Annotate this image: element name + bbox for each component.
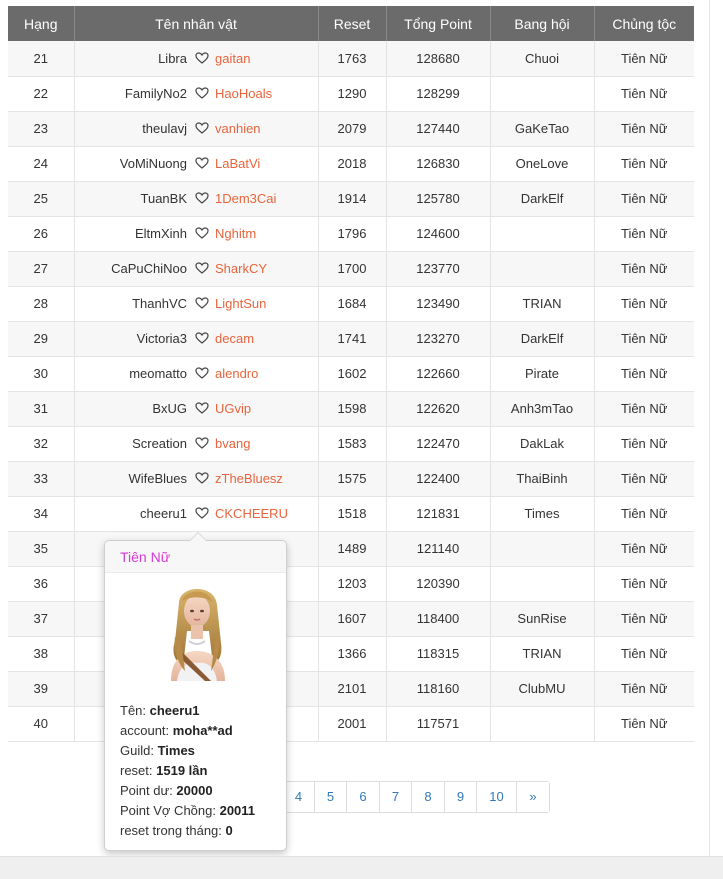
tooltip-couple-value: 20011: [219, 803, 256, 818]
point-cell: 126830: [386, 146, 490, 181]
character-name[interactable]: cheeru1: [140, 506, 187, 521]
guild-cell: ClubMU: [490, 671, 594, 706]
tooltip-name-label: Tên:: [120, 703, 150, 718]
guild-cell: ThaiBinh: [490, 461, 594, 496]
page-link-4[interactable]: 4: [283, 782, 315, 812]
character-tooltip: [104, 540, 287, 851]
name-cell: [74, 111, 318, 146]
tooltip-guild-label: Guild:: [120, 743, 158, 758]
name-cell: [74, 496, 318, 531]
race-cell: Tiên Nữ: [594, 601, 694, 636]
table-row[interactable]: [8, 111, 694, 146]
name-cell: [74, 286, 318, 321]
tooltip-name-line: [120, 701, 255, 721]
heart-icon: [195, 507, 209, 519]
header-guild[interactable]: Bang hội: [490, 6, 594, 41]
partner-name[interactable]: Nghitm: [215, 226, 257, 241]
character-name[interactable]: WifeBlues: [128, 471, 187, 486]
race-cell: Tiên Nữ: [594, 391, 694, 426]
reset-cell: 1700: [318, 251, 386, 286]
race-cell: Tiên Nữ: [594, 286, 694, 321]
rank-cell: 28: [8, 286, 74, 321]
tooltip-account-value: moha**ad: [172, 723, 233, 738]
reset-cell: 2101: [318, 671, 386, 706]
point-cell: 118400: [386, 601, 490, 636]
rank-cell: 21: [8, 41, 74, 76]
header-rank[interactable]: Hạng: [8, 6, 74, 41]
tooltip-reset-line: [120, 761, 255, 781]
point-cell: 122620: [386, 391, 490, 426]
guild-cell: DakLak: [490, 426, 594, 461]
partner-name[interactable]: HaoHoals: [215, 86, 273, 101]
race-cell: Tiên Nữ: [594, 566, 694, 601]
point-cell: 118160: [386, 671, 490, 706]
table-row[interactable]: [8, 251, 694, 286]
guild-cell: Pirate: [490, 356, 594, 391]
partner-name[interactable]: CKCHEERU: [215, 506, 288, 521]
heart-icon: [195, 332, 209, 344]
rank-cell: 29: [8, 321, 74, 356]
tooltip-point-left-line: [120, 781, 255, 801]
tooltip-arrow: [189, 532, 207, 541]
character-name[interactable]: ThanhVC: [132, 296, 187, 311]
guild-cell: [490, 216, 594, 251]
character-name[interactable]: VoMiNuong: [119, 156, 187, 171]
rank-cell: 40: [8, 706, 74, 741]
rank-cell: 38: [8, 636, 74, 671]
name-cell: [74, 76, 318, 111]
rank-cell: 24: [8, 146, 74, 181]
tooltip-reset-value: 1519 lần: [156, 763, 208, 778]
page-link-5[interactable]: 5: [315, 782, 347, 812]
guild-cell: DarkElf: [490, 181, 594, 216]
tooltip-month-value: 0: [225, 823, 233, 838]
page-link-7[interactable]: 7: [380, 782, 412, 812]
reset-cell: 1583: [318, 426, 386, 461]
scrollbar[interactable]: [709, 0, 723, 856]
partner-name[interactable]: UGvip: [215, 401, 252, 416]
page-link-9[interactable]: 9: [445, 782, 477, 812]
point-cell: 123270: [386, 321, 490, 356]
table-row[interactable]: [8, 321, 694, 356]
reset-cell: 1607: [318, 601, 386, 636]
name-cell: [74, 391, 318, 426]
tooltip-month-line: [120, 821, 255, 841]
heart-icon: [195, 192, 209, 204]
tooltip-month-label: reset trong tháng:: [120, 823, 226, 838]
character-name[interactable]: EltmXinh: [134, 226, 187, 241]
point-cell: 122660: [386, 356, 490, 391]
rank-cell: 27: [8, 251, 74, 286]
name-cell: [74, 251, 318, 286]
name-cell: [74, 356, 318, 391]
partner-name[interactable]: vanhien: [215, 121, 261, 136]
race-cell: Tiên Nữ: [594, 356, 694, 391]
name-cell: [74, 461, 318, 496]
guild-cell: [490, 76, 594, 111]
name-cell: [74, 321, 318, 356]
rank-cell: 32: [8, 426, 74, 461]
point-cell: 127440: [386, 111, 490, 146]
guild-cell: [490, 706, 594, 741]
partner-name[interactable]: bvang: [215, 436, 251, 451]
reset-cell: 2001: [318, 706, 386, 741]
reset-cell: 1203: [318, 566, 386, 601]
guild-cell: Times: [490, 496, 594, 531]
partner-name[interactable]: alendro: [215, 366, 259, 381]
guild-cell: SunRise: [490, 601, 594, 636]
guild-cell: [490, 531, 594, 566]
tooltip-point-left-label: Point dư:: [120, 783, 177, 798]
guild-cell: Anh3mTao: [490, 391, 594, 426]
partner-name[interactable]: LightSun: [215, 296, 267, 311]
heart-icon: [195, 402, 209, 414]
guild-cell: [490, 251, 594, 286]
reset-cell: 1796: [318, 216, 386, 251]
rank-cell: 36: [8, 566, 74, 601]
rank-cell: 22: [8, 76, 74, 111]
tooltip-info: [120, 701, 255, 841]
heart-icon: [195, 367, 209, 379]
rank-cell: 39: [8, 671, 74, 706]
point-cell: 122400: [386, 461, 490, 496]
partner-name[interactable]: decam: [215, 331, 255, 346]
name-cell: [74, 426, 318, 461]
point-cell: 124600: [386, 216, 490, 251]
name-cell: [74, 146, 318, 181]
table-row[interactable]: [8, 426, 694, 461]
race-cell: Tiên Nữ: [594, 496, 694, 531]
tooltip-name-value: cheeru1: [149, 703, 200, 718]
partner-name[interactable]: zTheBluesz: [215, 471, 283, 486]
race-cell: Tiên Nữ: [594, 216, 694, 251]
heart-icon: [195, 52, 209, 64]
race-cell: Tiên Nữ: [594, 706, 694, 741]
point-cell: 123770: [386, 251, 490, 286]
tooltip-couple-line: [120, 801, 255, 821]
tooltip-account-line: [120, 721, 255, 741]
reset-cell: 1598: [318, 391, 386, 426]
partner-name[interactable]: SharkCY: [215, 261, 268, 276]
page-link-6[interactable]: 6: [347, 782, 380, 812]
character-avatar: [149, 581, 245, 681]
tooltip-reset-label: reset:: [120, 763, 157, 778]
point-cell: 121831: [386, 496, 490, 531]
tooltip-title: Tiên Nữ: [105, 541, 286, 573]
table-header-row: [8, 6, 694, 41]
heart-icon: [195, 122, 209, 134]
guild-cell: DarkElf: [490, 321, 594, 356]
reset-cell: 1684: [318, 286, 386, 321]
guild-cell: TRIAN: [490, 286, 594, 321]
character-name[interactable]: FamilyNo2: [124, 86, 187, 101]
race-cell: Tiên Nữ: [594, 461, 694, 496]
page-link-8[interactable]: 8: [412, 782, 445, 812]
reset-cell: 1366: [318, 636, 386, 671]
table-row[interactable]: [8, 181, 694, 216]
guild-cell: GaKeTao: [490, 111, 594, 146]
race-cell: Tiên Nữ: [594, 181, 694, 216]
guild-cell: [490, 566, 594, 601]
race-cell: Tiên Nữ: [594, 146, 694, 181]
table-row[interactable]: [8, 216, 694, 251]
rank-cell: 37: [8, 601, 74, 636]
rank-cell: 33: [8, 461, 74, 496]
partner-name[interactable]: gaitan: [215, 50, 251, 66]
table-row[interactable]: [8, 496, 694, 531]
heart-icon: [195, 262, 209, 274]
rank-cell: 31: [8, 391, 74, 426]
header-reset[interactable]: Reset: [318, 6, 386, 41]
point-cell: 125780: [386, 181, 490, 216]
partner-name[interactable]: LaBatVi: [215, 156, 261, 171]
race-cell: Tiên Nữ: [594, 321, 694, 356]
race-cell: Tiên Nữ: [594, 671, 694, 706]
race-cell: Tiên Nữ: [594, 531, 694, 566]
guild-cell: Chuoi: [490, 41, 594, 76]
character-name[interactable]: meomatto: [129, 366, 187, 381]
character-name[interactable]: theulavj: [142, 121, 187, 136]
race-cell: Tiên Nữ: [594, 41, 694, 76]
pagination: [282, 781, 550, 813]
table-row[interactable]: [8, 356, 694, 391]
point-cell: 128299: [386, 76, 490, 111]
reset-cell: 1575: [318, 461, 386, 496]
table-row[interactable]: [8, 76, 694, 111]
table-row[interactable]: [8, 146, 694, 181]
race-cell: Tiên Nữ: [594, 251, 694, 286]
name-cell: [74, 216, 318, 251]
guild-cell: OneLove: [490, 146, 594, 181]
reset-cell: 1290: [318, 76, 386, 111]
character-name[interactable]: CaPuChiNoo: [111, 261, 187, 276]
point-cell: 122470: [386, 426, 490, 461]
rank-cell: 23: [8, 111, 74, 146]
table-row[interactable]: [8, 286, 694, 321]
name-cell: [74, 181, 318, 216]
character-name[interactable]: BxUG: [152, 401, 187, 416]
race-cell: Tiên Nữ: [594, 636, 694, 671]
character-name[interactable]: Screation: [132, 436, 187, 451]
reset-cell: 1763: [318, 41, 386, 76]
footer-strip: [0, 856, 723, 879]
heart-icon: [195, 227, 209, 239]
reset-cell: 2079: [318, 111, 386, 146]
tooltip-couple-label: Point Vợ Chồng:: [120, 803, 220, 818]
heart-icon: [195, 472, 209, 484]
race-cell: Tiên Nữ: [594, 111, 694, 146]
race-cell: Tiên Nữ: [594, 76, 694, 111]
table-row[interactable]: [8, 461, 694, 496]
character-name[interactable]: Victoria3: [136, 331, 187, 346]
tooltip-guild-line: [120, 741, 255, 761]
header-race[interactable]: Chủng tộc: [594, 6, 694, 41]
header-point[interactable]: Tổng Point: [386, 6, 490, 41]
rank-cell: 25: [8, 181, 74, 216]
rank-cell: 34: [8, 496, 74, 531]
heart-icon: [195, 297, 209, 309]
point-cell: 117571: [386, 706, 490, 741]
tooltip-account-label: account:: [120, 723, 173, 738]
tooltip-guild-value: Times: [157, 743, 195, 758]
race-cell: Tiên Nữ: [594, 426, 694, 461]
rank-cell: 35: [8, 531, 74, 566]
header-name[interactable]: Tên nhân vật: [74, 6, 318, 41]
partner-name[interactable]: 1Dem3Cai: [215, 191, 277, 206]
reset-cell: 1741: [318, 321, 386, 356]
point-cell: 118315: [386, 636, 490, 671]
point-cell: 123490: [386, 286, 490, 321]
page-link-10[interactable]: 10: [477, 782, 517, 812]
character-name[interactable]: TuanBK: [140, 191, 187, 206]
character-name[interactable]: Libra: [158, 50, 187, 66]
heart-icon: [195, 157, 209, 169]
reset-cell: 1518: [318, 496, 386, 531]
table-row[interactable]: [8, 41, 694, 76]
reset-cell: 1914: [318, 181, 386, 216]
point-cell: 121140: [386, 531, 490, 566]
guild-cell: TRIAN: [490, 636, 594, 671]
rank-cell: 30: [8, 356, 74, 391]
reset-cell: 1602: [318, 356, 386, 391]
rank-cell: 26: [8, 216, 74, 251]
point-cell: 128680: [386, 41, 490, 76]
next-page-button[interactable]: »: [517, 782, 549, 812]
heart-icon: [195, 437, 209, 449]
heart-icon: [195, 87, 209, 99]
point-cell: 120390: [386, 566, 490, 601]
table-row[interactable]: [8, 391, 694, 426]
reset-cell: 2018: [318, 146, 386, 181]
name-cell: [74, 41, 318, 76]
reset-cell: 1489: [318, 531, 386, 566]
tooltip-point-left-value: 20000: [176, 783, 213, 798]
